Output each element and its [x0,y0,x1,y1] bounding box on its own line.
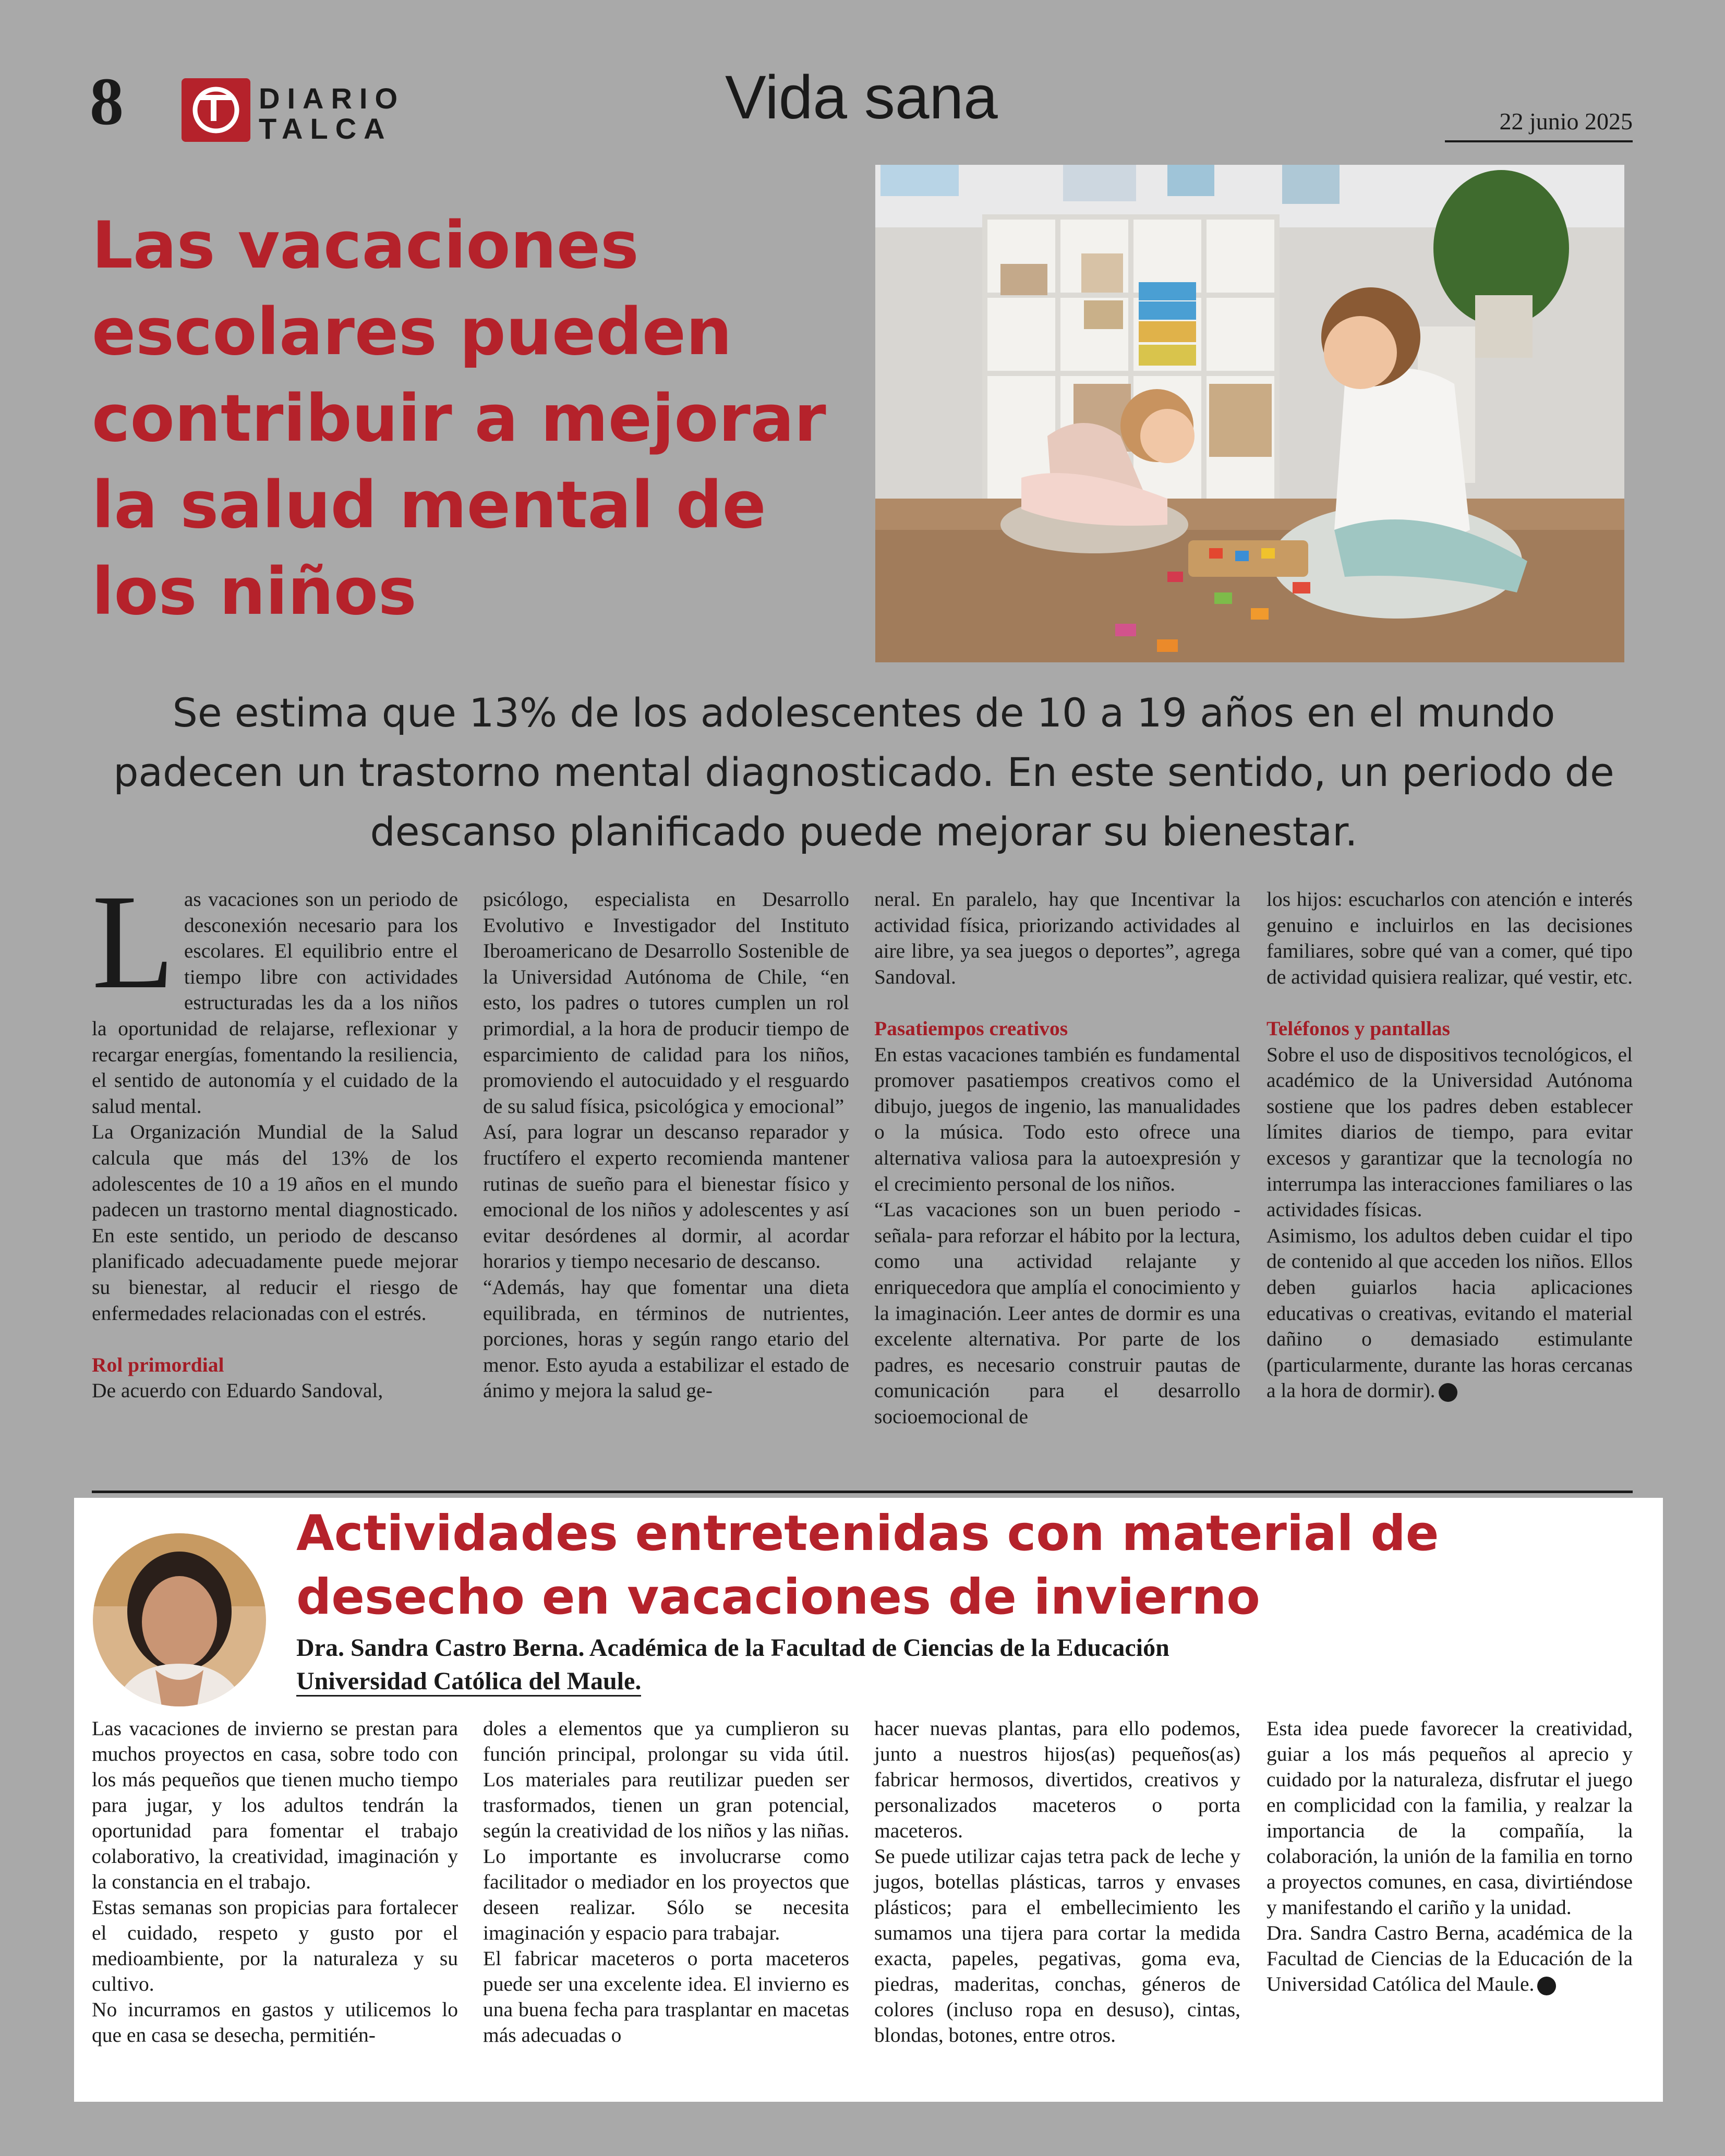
article-column-2 [483,887,849,1404]
article-column-4 [1266,887,1633,1404]
byline-line-1: Dra. Sandra Castro Berna. Académica de la Facultad de Ciencias de la Educación [296,1634,1169,1662]
opinion-column-4 [1266,1716,1633,1997]
opinion-col1-text: Las vacaciones de invierno se prestan para muchos proyectos en casa, sobre todo con los más pequeños que tienen mucho tiempo para jugar, y los adultos tendrán la oportunidad para fomentar el trabajo colaborativo, la creatividad, imaginación y la constancia en el trabajo. Estas semanas son propicias para fortalecer el cuidado, respeto y gusto por el medioambiente, por la naturaleza y su cultivo. No incurramos en gastos y utilicemos lo que en casa se desecha, permitién- [92,1717,458,2046]
article-col1-intro: as vacaciones son un periodo de desconexión necesario para los escolares. El equilibrio entre el tiempo libre con actividades estructuradas les da a los niños la oportunidad de relajarse, reflexionar y recargar energías, fomentando la resiliencia, el sentido de autonomía y el cuidado de la salud mental. La Organización Mundial de la Salud calcula que más del 13% de los adolescentes de 10 a 19 años en el mundo padecen un trastorno mental diagnosticado. En este sentido, un periodo de descanso planificado adecuadamente puede mejorar su bienestar, al reducir el riesgo de enfermedades relacionadas con el estrés. [92,888,458,1325]
opinion-title: Actividades entretenidas con material de desecho en vacaciones de invierno [296,1505,1439,1626]
opinion-byline [296,1631,1548,1698]
opinion-column-1 [92,1716,458,2048]
article-col3-before: neral. En paralelo, hay que Incentivar la actividad física, priorizando actividades al aire libre, ya sea juegos o deportes”, agrega Sandoval. [874,888,1240,988]
end-mark-icon [1439,1383,1457,1402]
opinion-column-3 [874,1716,1240,2048]
section-divider [92,1491,1633,1493]
article-headline: Las vacaciones escolares pueden contribuir a mejorar la salud mental de los niños [92,208,826,629]
author-portrait-photo [93,1533,266,1706]
logo-bottom-text: TALCA [259,112,392,145]
opinion-col3-text: hacer nuevas plantas, para ello podemos, junto a nuestros hijos(as) pequeños(as) fabricar hermosos, divertidos, creativos y personalizados maceteros o porta maceteros. Se puede utilizar cajas tetra pack de leche y jugos, botellas plásticas, tarros y envases plásticos; para el embellecimiento les sumamos una tijera para cortar la medida exacta, papeles, pegativas, goma eva, piedras, maderitas, conchas, géneros de colores (incluso ropa en desuso), cintas, blondas, botones, entre otros. [874,1717,1240,2046]
subhead-telefonos: Teléfonos y pantallas [1266,1016,1450,1040]
section-title: Vida sana [725,63,998,132]
article-col2-text: psicólogo, especialista en Desarrollo Evolutivo e Investigador del Instituto Iberoamericano de Desarrollo Sostenible de la Universidad Autónoma de Chile, “en esto, los padres o tutores cumplen un rol primordial, a la hora de producir tiempo de esparcimiento de calidad para los niños, promoviendo el autocuidado y el resguardo de su salud física, psicológica y emocional” Así, para lograr un descanso reparador y fructífero el experto recomienda mantener rutinas de sueño para el bienestar físico y emocional de los niños y adolescentes y así evitar desórdenes al dormir, al acordar horarios y tiempo necesario de descanso. “Además, hay que fomentar una dieta equilibrada, en términos de nutrientes, porciones, horas y según rango etario del menor. Esto ayuda a estabilizar el estado de ánimo y mejora la salud ge- [483,888,849,1402]
children-playing-photo [875,165,1624,662]
byline-line-2: Universidad Católica del Maule. [296,1667,641,1697]
article-deck: Se estima que 13% de los adolescentes de 10 a 19 años en el mundo padecen un trastorno mental diagnosticado. En este sentido, un periodo de descanso planificado puede mejorar su bienestar. [113,689,1614,855]
page-number: 8 [90,64,124,139]
article-col3-after: En estas vacaciones también es fundamental promover pasatiempos creativos como el dibujo, juegos de ingenio, las manualidades o la música. Todo esto ofrece una alternativa valiosa para la autoexpresión y el crecimiento personal de los niños. “Las vacaciones son un buen periodo -señala- para reforzar el hábito por la lectura, como una actividad relajante y enriquecedora que amplía el conocimiento y la imaginación. Leer antes de dormir es una excelente alternativa. Por parte de los padres, es necesario construir pautas de comunicación para el desarrollo socioemocional de [874,1043,1240,1428]
article-col4-after: Sobre el uso de dispositivos tecnológicos, el académico de la Universidad Autónoma sostiene que los padres deben establecer límites diarios de tiempo, para evitar excesos y garantizar que la tecnología no interrumpa las interacciones familiares o las actividades físicas. Asimismo, los adultos deben cuidar el tipo de contenido al que acceden los niños. Ellos deben guiarlos hacia aplicaciones educativas o creativas, evitando el material dañino o demasiado estimulante (particularmente, durante las horas cercanas a la hora de dormir). [1266,1043,1633,1402]
opinion-col2-text: doles a elementos que ya cumplieron su función principal, prolongar su vida útil. Los materiales para reutilizar pueden ser trasformados, tienen un gran potencial, según la creatividad de los niños y las niñas. Lo importante es involucrarse como facilitador o mediador en los proyectos que deseen realizar. Sólo se necesita imaginación y espacio para trabajar. El fabricar maceteros o porta maceteros puede ser una excelente idea. El invierno es una buena fecha para trasplantar en macetas más adecuadas o [483,1717,849,2046]
diario-talca-logo-icon [182,78,250,142]
opinion-column-2 [483,1716,849,2048]
subhead-pasatiempos: Pasatiempos creativos [874,1016,1068,1040]
article-column-1 [92,867,458,1404]
logo-wordmark [259,83,405,144]
issue-date: 22 junio 2025 [1445,107,1633,142]
end-mark-icon [1537,1977,1556,1995]
article-col1-after: De acuerdo con Eduardo Sandoval, [92,1379,383,1402]
subhead-rol-primordial: Rol primordial [92,1353,224,1376]
article-column-3 [874,887,1240,1430]
article-col4-before: los hijos: escucharlos con atención e interés genuino e incluirlos en las decisiones familiares, sobre qué van a comer, qué tipo de actividad quisiera realizar, qué vestir, etc. [1266,888,1633,988]
logo-top-text: DIARIO [259,82,405,115]
drop-cap: L [92,867,175,1017]
opinion-col4-text: Esta idea puede favorecer la creatividad, guiar a los más pequeños al aprecio y cuidado por la naturaleza, disfrutar el juego en complicidad con la familia, y realzar la importancia de la compañía, la colaboración, la unión de la familia en torno a proyectos comunes, en casa, divirtiéndose y manifestando el cariño y la unidad. Dra. Sandra Castro Berna, académica de la Facultad de Ciencias de la Educación de la Universidad Católica del Maule. [1266,1717,1633,1995]
